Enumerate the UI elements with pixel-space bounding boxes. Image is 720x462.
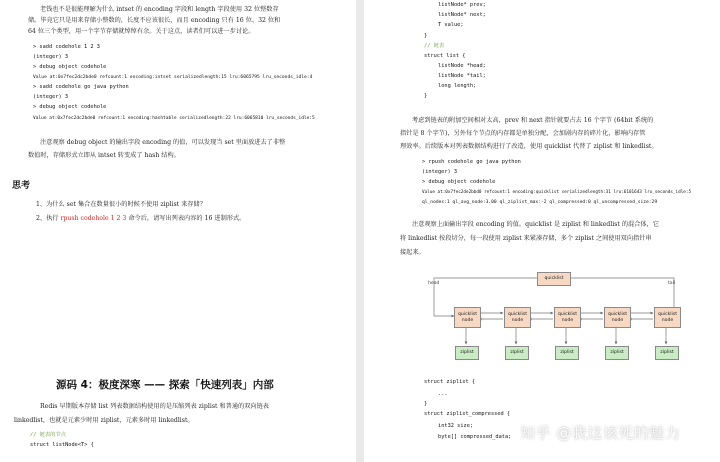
ziplist-box [655,346,679,360]
node-label-line1: quicklist [557,311,578,317]
watermark: 知乎 @我这该死的魅力 [520,424,681,442]
tail-label: tail [668,281,676,286]
question-command: rpush codehole 1 2 3 [60,215,127,222]
node-label-line1: quicklist [457,311,478,317]
code-line: > debug object codehole [33,104,107,110]
question-text-pre: 执行 [46,215,61,222]
chapter-line-1: Redis 早期版本存储 list 列表数据结构使用的是压缩列表 ziplist 和普通的双向链表 [40,403,269,410]
ziplist-box [455,346,479,360]
quicklist-node [504,307,531,328]
code-line: Value at:0x7fec2dc2bde0 refcount:1 encoding:intset serializedlength:15 lru:6065795 lru_seconds_idle:4 [33,75,313,80]
code-line: long length; [438,83,477,89]
quicklist-diagram [424,272,682,368]
question-text-post: 命令后，请写出列表内容的 16 进制形式。 [126,215,246,222]
code-line: ql_nodes:1 ql_avg_node:3.00 ql_ziplist_max:-2 ql_compressed:0 ql_uncompressed_size:29 [422,200,658,205]
code-line: ... [438,391,448,397]
code-line: struct ziplist { [424,379,476,385]
question-2 [36,213,245,224]
chapter-title: 源码 4：极度深寒 —— 探索「快速列表」内部 [56,379,274,391]
code-line: listNode *head; [438,63,486,69]
note-line-2: 数值时，存储形式立即从 intset 转变成了 hash 结构。 [28,152,180,159]
node-label-line2: node [461,317,474,323]
think-heading: 思考 [12,181,31,191]
ziplist-box [555,346,579,360]
code-line: } [424,93,428,99]
quicklist-header-label: quicklist [544,276,564,282]
para1-line-3: 理效率。后续版本对列表数据结构进行了改造，使用 quicklist 代替了 ziplist 和 linkedlist。 [400,143,658,150]
code-line: > sadd codehole 1 2 3 [33,44,100,50]
quicklist-node [454,307,481,328]
code-line: struct listNode<T> { [30,442,94,448]
ziplist-label: ziplist [460,350,474,356]
code-line: struct list { [424,53,466,59]
intro-line-1: 老钱也不是很能理解为什么 intset 的 encoding 字段和 length 字段使用 32 位整数存 [40,6,279,13]
quicklist-node [554,307,581,328]
para2-line-3: 接起来。 [400,249,425,256]
para1-line-2: 指针是 8 个字节)，另外每个节点的内存都是单独分配，会加剧内存的碎片化，影响内存管 [400,130,646,137]
code-line: > rpush codehole go java python [422,159,521,165]
para2-line-1: 注意观察上面输出字段 encoding 的值。quicklist 是 ziplist 和 linkedlist 的混合体，它 [412,221,659,228]
code-line: (integer) 3 [33,54,69,60]
code-line: listNode *tail; [438,73,486,79]
node-label-line2: node [611,317,624,323]
quicklist-node [654,307,681,328]
question-1 [36,199,206,210]
code-line: T value; [438,22,464,28]
code-line: int32 size; [438,423,474,429]
head-label: head [428,281,440,286]
code-line: > debug object codehole [422,179,496,185]
para1-line-1: 考虑到链表的附加空间相对太高，prev 和 next 指针就要占去 16 个字节 (64bit 系统的 [412,117,654,124]
code-line: Value at:0x7fec2dc2bde0 refcount:1 encoding:hashtable serializedlength:22 lru:6065810 lru_seconds_idle:5 [33,116,315,121]
code-line: } [424,401,428,407]
quicklist-header-box [537,272,571,286]
ziplist-label: ziplist [560,350,574,356]
code-line: > debug object codehole [33,64,107,70]
code-comment: // 链表 [424,43,445,49]
code-comment: // 链表的节点 [30,432,67,438]
question-number: 1、 [36,201,47,208]
code-line: listNode* next; [438,12,486,18]
node-label-line1: quicklist [507,311,528,317]
code-line: struct ziplist_compressed { [424,411,511,417]
code-line: } [424,33,428,39]
node-label-line2: node [661,317,674,323]
para2-line-2: 将 linkedlist 按段切分，每一段使用 ziplist 来紧凑存储，多个 ziplist 之间使用双向指针串 [400,235,652,242]
ziplist-label: ziplist [660,350,674,356]
question-number: 2、 [36,215,47,222]
right-page [364,0,720,462]
note-line-1: 注意观察 debug object 的输出字段 encoding 的值，可以发现当 set 里面放进去了非整 [40,139,286,146]
node-label-line1: quicklist [657,311,678,317]
code-line: listNode* prev; [438,2,486,8]
ziplist-label: ziplist [610,350,624,356]
chapter-line-2: linkedlist，也就是元素少时用 ziplist，元素多时用 linkedlist。 [14,417,194,424]
code-line: Value at:0x7fec2de2bbd0 refcount:1 encoding:quicklist serializedlength:31 lru:6101643 lru_seconds_idle:5 [422,190,692,195]
node-label-line2: node [511,317,524,323]
ziplist-label: ziplist [510,350,524,356]
node-label-line1: quicklist [607,311,628,317]
ziplist-box [505,346,529,360]
code-line: byte[] compressed_data; [438,434,512,440]
code-line: > sadd codehole go java python [33,84,129,90]
node-label-line2: node [561,317,574,323]
ziplist-box [605,346,629,360]
intro-line-3: 64 位三个类型，用一个字节存储就绰绰有余。关于这点，读者们可以进一步讨论。 [28,28,255,35]
quicklist-node [604,307,631,328]
intro-line-2: 储。毕竟它只是用来存储小整数的，长度不应该很长，而且 encoding 只有 16 位、32 位和 [28,17,281,24]
code-line: (integer) 3 [422,169,458,175]
page-gutter [356,0,364,462]
code-line: (integer) 3 [33,94,69,100]
question-text: 为什么 set 集合在数量很小的时候不使用 ziplist 来存储？ [46,201,206,208]
